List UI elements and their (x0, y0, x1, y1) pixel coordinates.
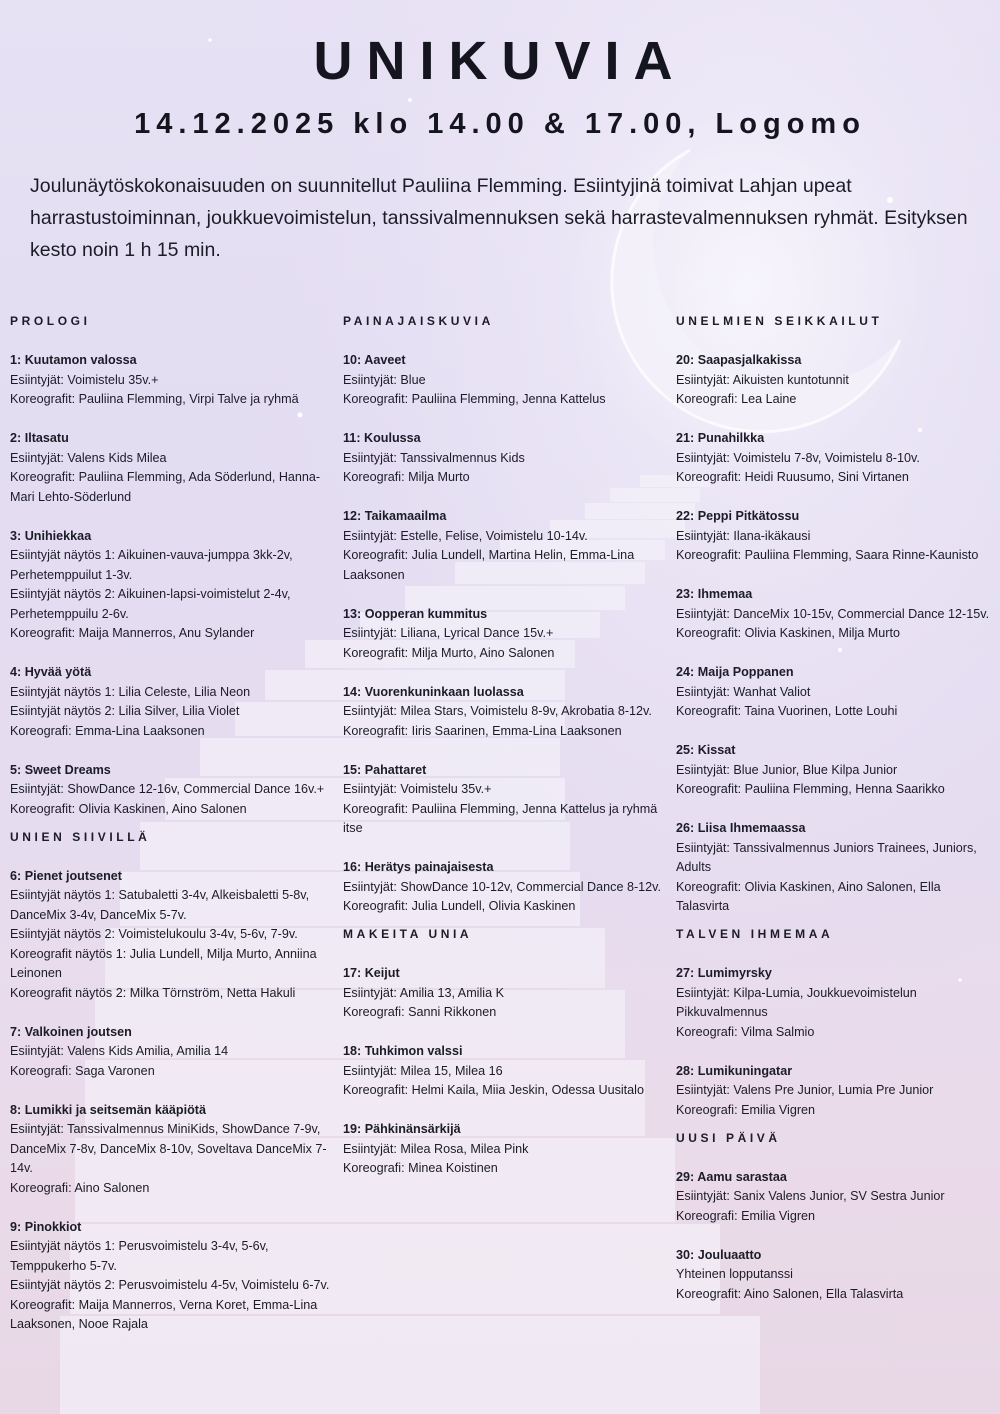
program-item-detail: Koreografi: Emma-Lina Laaksonen (10, 723, 205, 738)
program-item-detail: Esiintyjät: Ilana-ikäkausi (676, 528, 811, 543)
program-item-detail: Koreografi: Vilma Salmio (676, 1024, 815, 1039)
program-item-title: 16: Herätys painajaisesta (343, 860, 494, 874)
program-item-detail: Esiintyjät näytös 2: Lilia Silver, Lilia Violet (10, 704, 240, 718)
program-item-detail: Esiintyjät: Blue Junior, Blue Kilpa Junior (676, 762, 898, 777)
program-item-detail: Koreografit: Pauliina Flemming, Jenna Kattelus (343, 392, 606, 406)
program-item-detail: Esiintyjät: Estelle, Felise, Voimistelu 10-14v. (343, 528, 588, 543)
program-column-2 (343, 312, 663, 1198)
program-item-detail: Esiintyjät: Blue (343, 372, 426, 387)
intro-paragraph: Joulunäytöskokonaisuuden on suunnitellut Pauliina Flemming. Esiintyjinä toimivat Lahjan upeat harrastustoiminnan, joukkuevoimistelun, tanssivalmennuksen sekä harrastevalmennuksen ryhmät. Esityksen kesto noin 1 h 15 min. (30, 175, 968, 261)
program-item-title: 13: Oopperan kummitus (343, 606, 488, 621)
program-item-detail: Yhteinen lopputanssi (676, 1267, 793, 1281)
program-item-detail: Esiintyjät näytös 1: Satubaletti 3-4v, Alkeisbaletti 5-8v, DanceMix 3-4v, DanceMix 5-7v. (10, 888, 310, 922)
program-item (10, 527, 330, 644)
section-heading: MAKEITA UNIA (343, 927, 473, 941)
program-item-detail: Koreografi: Sanni Rikkonen (343, 1005, 497, 1019)
program-item-detail: Koreografit: Olivia Kaskinen, Aino Salonen (10, 801, 247, 816)
program-item (10, 351, 330, 410)
program-item-detail: Esiintyjät: Kilpa-Lumia, Joukkuevoimistelun Pikkuvalmennus (676, 985, 917, 1019)
program-item-detail: Koreografit: Iiris Saarinen, Emma-Lina Laaksonen (343, 723, 622, 738)
program-item-detail: Koreografit: Aino Salonen, Ella Talasvirta (676, 1286, 904, 1301)
program-item (10, 1218, 330, 1335)
program-item-detail: Koreografit näytös 1: Julia Lundell, Milja Murto, Anniina Leinonen (10, 946, 317, 980)
program-item-detail: Esiintyjät: Liliana, Lyrical Dance 15v.+ (343, 626, 554, 640)
program-item-detail: Koreografit: Milja Murto, Aino Salonen (343, 645, 555, 660)
program-item-detail: Esiintyjät: Amilia 13, Amilia K (343, 985, 504, 1000)
section-heading: TALVEN IHMEMAA (676, 927, 834, 941)
program-item (676, 507, 994, 566)
program-item-detail: Esiintyjät näytös 2: Perusvoimistelu 4-5v, Voimistelu 6-7v. (10, 1278, 330, 1292)
program-item-detail: Esiintyjät näytös 2: Aikuinen-lapsi-voimistelut 2-4v, Perhetemppuilu 2-6v. (10, 587, 291, 621)
program-item (10, 761, 330, 820)
program-item-detail: Koreografit: Pauliina Flemming, Saara Rinne-Kaunisto (676, 548, 979, 562)
program-item-detail: Koreografit: Julia Lundell, Olivia Kaskinen (343, 899, 576, 913)
program-item-detail: Koreografi: Lea Laine (676, 392, 797, 406)
program-item-detail: Esiintyjät: Aikuisten kuntotunnit (676, 372, 849, 387)
program-item-detail: Esiintyjät: ShowDance 12-16v, Commercial Dance 16v.+ (10, 782, 325, 796)
program-item-detail: Esiintyjät: Voimistelu 35v.+ (10, 372, 159, 387)
program-item (676, 741, 994, 800)
program-item-detail: Esiintyjät näytös 2: Voimistelukoulu 3-4v, 5-6v, 7-9v. (10, 927, 298, 941)
program-item-detail: Koreografit: Taina Vuorinen, Lotte Louhi (676, 704, 898, 718)
program-item-title: 19: Pähkinänsärkijä (343, 1122, 461, 1136)
program-item-title: 15: Pahattaret (343, 762, 427, 777)
program-item-title: 20: Saapasjalkakissa (676, 353, 802, 367)
section-heading: PROLOGI (10, 314, 91, 328)
program-item-detail: Esiintyjät: Milea Rosa, Milea Pink (343, 1141, 529, 1156)
program-item-detail: Koreografit: Helmi Kaila, Miia Jeskin, Odessa Uusitalo (343, 1083, 644, 1097)
program-item-title: 28: Lumikuningatar (676, 1063, 793, 1078)
program-item-detail: Esiintyjät: Valens Kids Amilia, Amilia 14 (10, 1044, 229, 1058)
program-item-title: 7: Valkoinen joutsen (10, 1024, 132, 1039)
program-item-detail: Koreografit: Pauliina Flemming, Jenna Kattelus ja ryhmä itse (343, 801, 658, 835)
program-item (343, 351, 663, 410)
program-item-title: 29: Aamu sarastaa (676, 1169, 787, 1184)
page-title: UNIKUVIA (313, 31, 687, 91)
program-item (343, 964, 663, 1023)
program-item-detail: Koreografi: Milja Murto (343, 470, 470, 484)
program-item-title: 11: Koulussa (343, 431, 421, 445)
program-item-detail: Koreografit: Heidi Ruusumo, Sini Virtanen (676, 470, 909, 484)
program-item-detail: Koreografi: Emilia Vigren (676, 1102, 816, 1117)
event-date-venue: 14.12.2025 klo 14.00 & 17.00, Logomo (134, 108, 866, 140)
program-item-title: 30: Jouluaatto (676, 1247, 762, 1262)
program-item-detail: Koreografit: Pauliina Flemming, Virpi Talve ja ryhmä (10, 392, 299, 406)
program-item-detail: Esiintyjät: ShowDance 10-12v, Commercial Dance 8-12v. (343, 879, 662, 894)
program-item-detail: Esiintyjät: Tanssivalmennus Kids (343, 450, 525, 465)
program-item-title: 5: Sweet Dreams (10, 762, 111, 777)
program-item (343, 429, 663, 488)
program-item-title: 21: Punahilkka (676, 431, 765, 445)
program-item (343, 507, 663, 585)
program-item (343, 605, 663, 664)
program-item-title: 1: Kuutamon valossa (10, 353, 137, 367)
program-item-detail: Esiintyjät: Milea 15, Milea 16 (343, 1063, 503, 1078)
program-item-detail: Esiintyjät: Valens Kids Milea (10, 450, 167, 465)
program-item-detail: Esiintyjät: Tanssivalmennus MiniKids, ShowDance 7-9v, DanceMix 7-8v, DanceMix 8-10v, Soveltava DanceMix 7-14v. (10, 1122, 327, 1175)
program-item-detail: Esiintyjät: Sanix Valens Junior, SV Sestra Junior (676, 1189, 945, 1203)
program-item-detail: Koreografit: Julia Lundell, Martina Helin, Emma-Lina Laaksonen (343, 548, 635, 582)
program-item-detail: Koreografi: Emilia Vigren (676, 1208, 816, 1223)
program-item (343, 1120, 663, 1179)
program-item-title: 24: Maija Poppanen (676, 665, 794, 679)
program-item (10, 1101, 330, 1199)
program-item-title: 12: Taikamaailma (343, 509, 447, 523)
program-item (676, 663, 994, 722)
program-item-title: 9: Pinokkiot (10, 1219, 82, 1234)
program-item (676, 585, 994, 644)
program-item (10, 1023, 330, 1082)
program-item-detail: Koreografi: Saga Varonen (10, 1063, 155, 1078)
program-item (676, 964, 994, 1042)
program-item (343, 858, 663, 917)
program-item-detail: Esiintyjät: Wanhat Valiot (676, 684, 811, 699)
section-heading: UNELMIEN SEIKKAILUT (676, 314, 883, 328)
program-item-detail: Esiintyjät näytös 1: Aikuinen-vauva-jumppa 3kk-2v, Perhetemppuilut 1-3v. (10, 548, 293, 582)
program-item-detail: Esiintyjät: Voimistelu 7-8v, Voimistelu 8-10v. (676, 450, 920, 465)
program-item-detail: Koreografit näytös 2: Milka Törnström, Netta Hakuli (10, 985, 296, 1000)
program-item-title: 27: Lumimyrsky (676, 966, 772, 980)
program-column-1 (10, 312, 330, 1354)
program-item-detail: Esiintyjät: Valens Pre Junior, Lumia Pre Junior (676, 1083, 934, 1097)
program-item-title: 4: Hyvää yötä (10, 665, 92, 679)
program-item (10, 663, 330, 741)
program-item-detail: Koreografi: Aino Salonen (10, 1180, 150, 1195)
program-item-title: 22: Peppi Pitkätossu (676, 509, 800, 523)
program-item-detail: Koreografi: Minea Koistinen (343, 1161, 498, 1175)
program-item-detail: Esiintyjät: Voimistelu 35v.+ (343, 782, 492, 796)
program-item-detail: Koreografit: Pauliina Flemming, Henna Saarikko (676, 782, 945, 796)
program-item-detail: Koreografit: Maija Mannerros, Verna Koret, Emma-Lina Laaksonen, Nooe Rajala (10, 1297, 318, 1331)
program-item-detail: Koreografit: Pauliina Flemming, Ada Söderlund, Hanna-Mari Lehto-Söderlund (10, 470, 321, 504)
program-item (676, 819, 994, 917)
program-item (343, 683, 663, 742)
program-item-title: 26: Liisa Ihmemaassa (676, 821, 806, 835)
program-item-detail: Esiintyjät: Tanssivalmennus Juniors Trainees, Juniors, Adults (676, 840, 977, 874)
program-item-title: 14: Vuorenkuninkaan luolassa (343, 684, 524, 699)
program-item-detail: Esiintyjät: DanceMix 10-15v, Commercial Dance 12-15v. (676, 606, 990, 621)
section-heading: UNIEN SIIVILLÄ (10, 829, 151, 844)
program-item (10, 867, 330, 1004)
program-item (343, 1042, 663, 1101)
program-item (676, 351, 994, 410)
program-item (676, 1062, 994, 1121)
program-item-title: 23: Ihmemaa (676, 587, 753, 601)
section-heading: UUSI PÄIVÄ (676, 1130, 781, 1145)
program-item (676, 1168, 994, 1227)
program-item (676, 1246, 994, 1305)
program-item (676, 429, 994, 488)
program-item-detail: Koreografit: Maija Mannerros, Anu Sylander (10, 626, 255, 640)
program-item-detail: Koreografit: Olivia Kaskinen, Milja Murto (676, 626, 900, 640)
program-item-title: 17: Keijut (343, 966, 400, 980)
program-item-detail: Esiintyjät näytös 1: Perusvoimistelu 3-4v, 5-6v, Temppukerho 5-7v. (10, 1239, 269, 1273)
program-column-3 (676, 312, 994, 1324)
section-heading: PAINAJAISKUVIA (343, 314, 494, 328)
program-item-title: 10: Aaveet (343, 353, 406, 367)
program-item-title: 8: Lumikki ja seitsemän kääpiötä (10, 1102, 206, 1117)
program-item-detail: Esiintyjät näytös 1: Lilia Celeste, Lilia Neon (10, 684, 251, 699)
program-item-title: 25: Kissat (676, 743, 736, 757)
program-item-detail: Koreografit: Olivia Kaskinen, Aino Salonen, Ella Talasvirta (676, 879, 941, 913)
program-item (343, 761, 663, 839)
program-item-detail: Esiintyjät: Milea Stars, Voimistelu 8-9v, Akrobatia 8-12v. (343, 704, 652, 718)
program-item (10, 429, 330, 507)
program-item-title: 3: Unihiekkaa (10, 528, 92, 543)
program-item-title: 18: Tuhkimon valssi (343, 1044, 463, 1058)
program-item-title: 6: Pienet joutsenet (10, 868, 122, 883)
program-item-title: 2: Iltasatu (10, 431, 69, 445)
